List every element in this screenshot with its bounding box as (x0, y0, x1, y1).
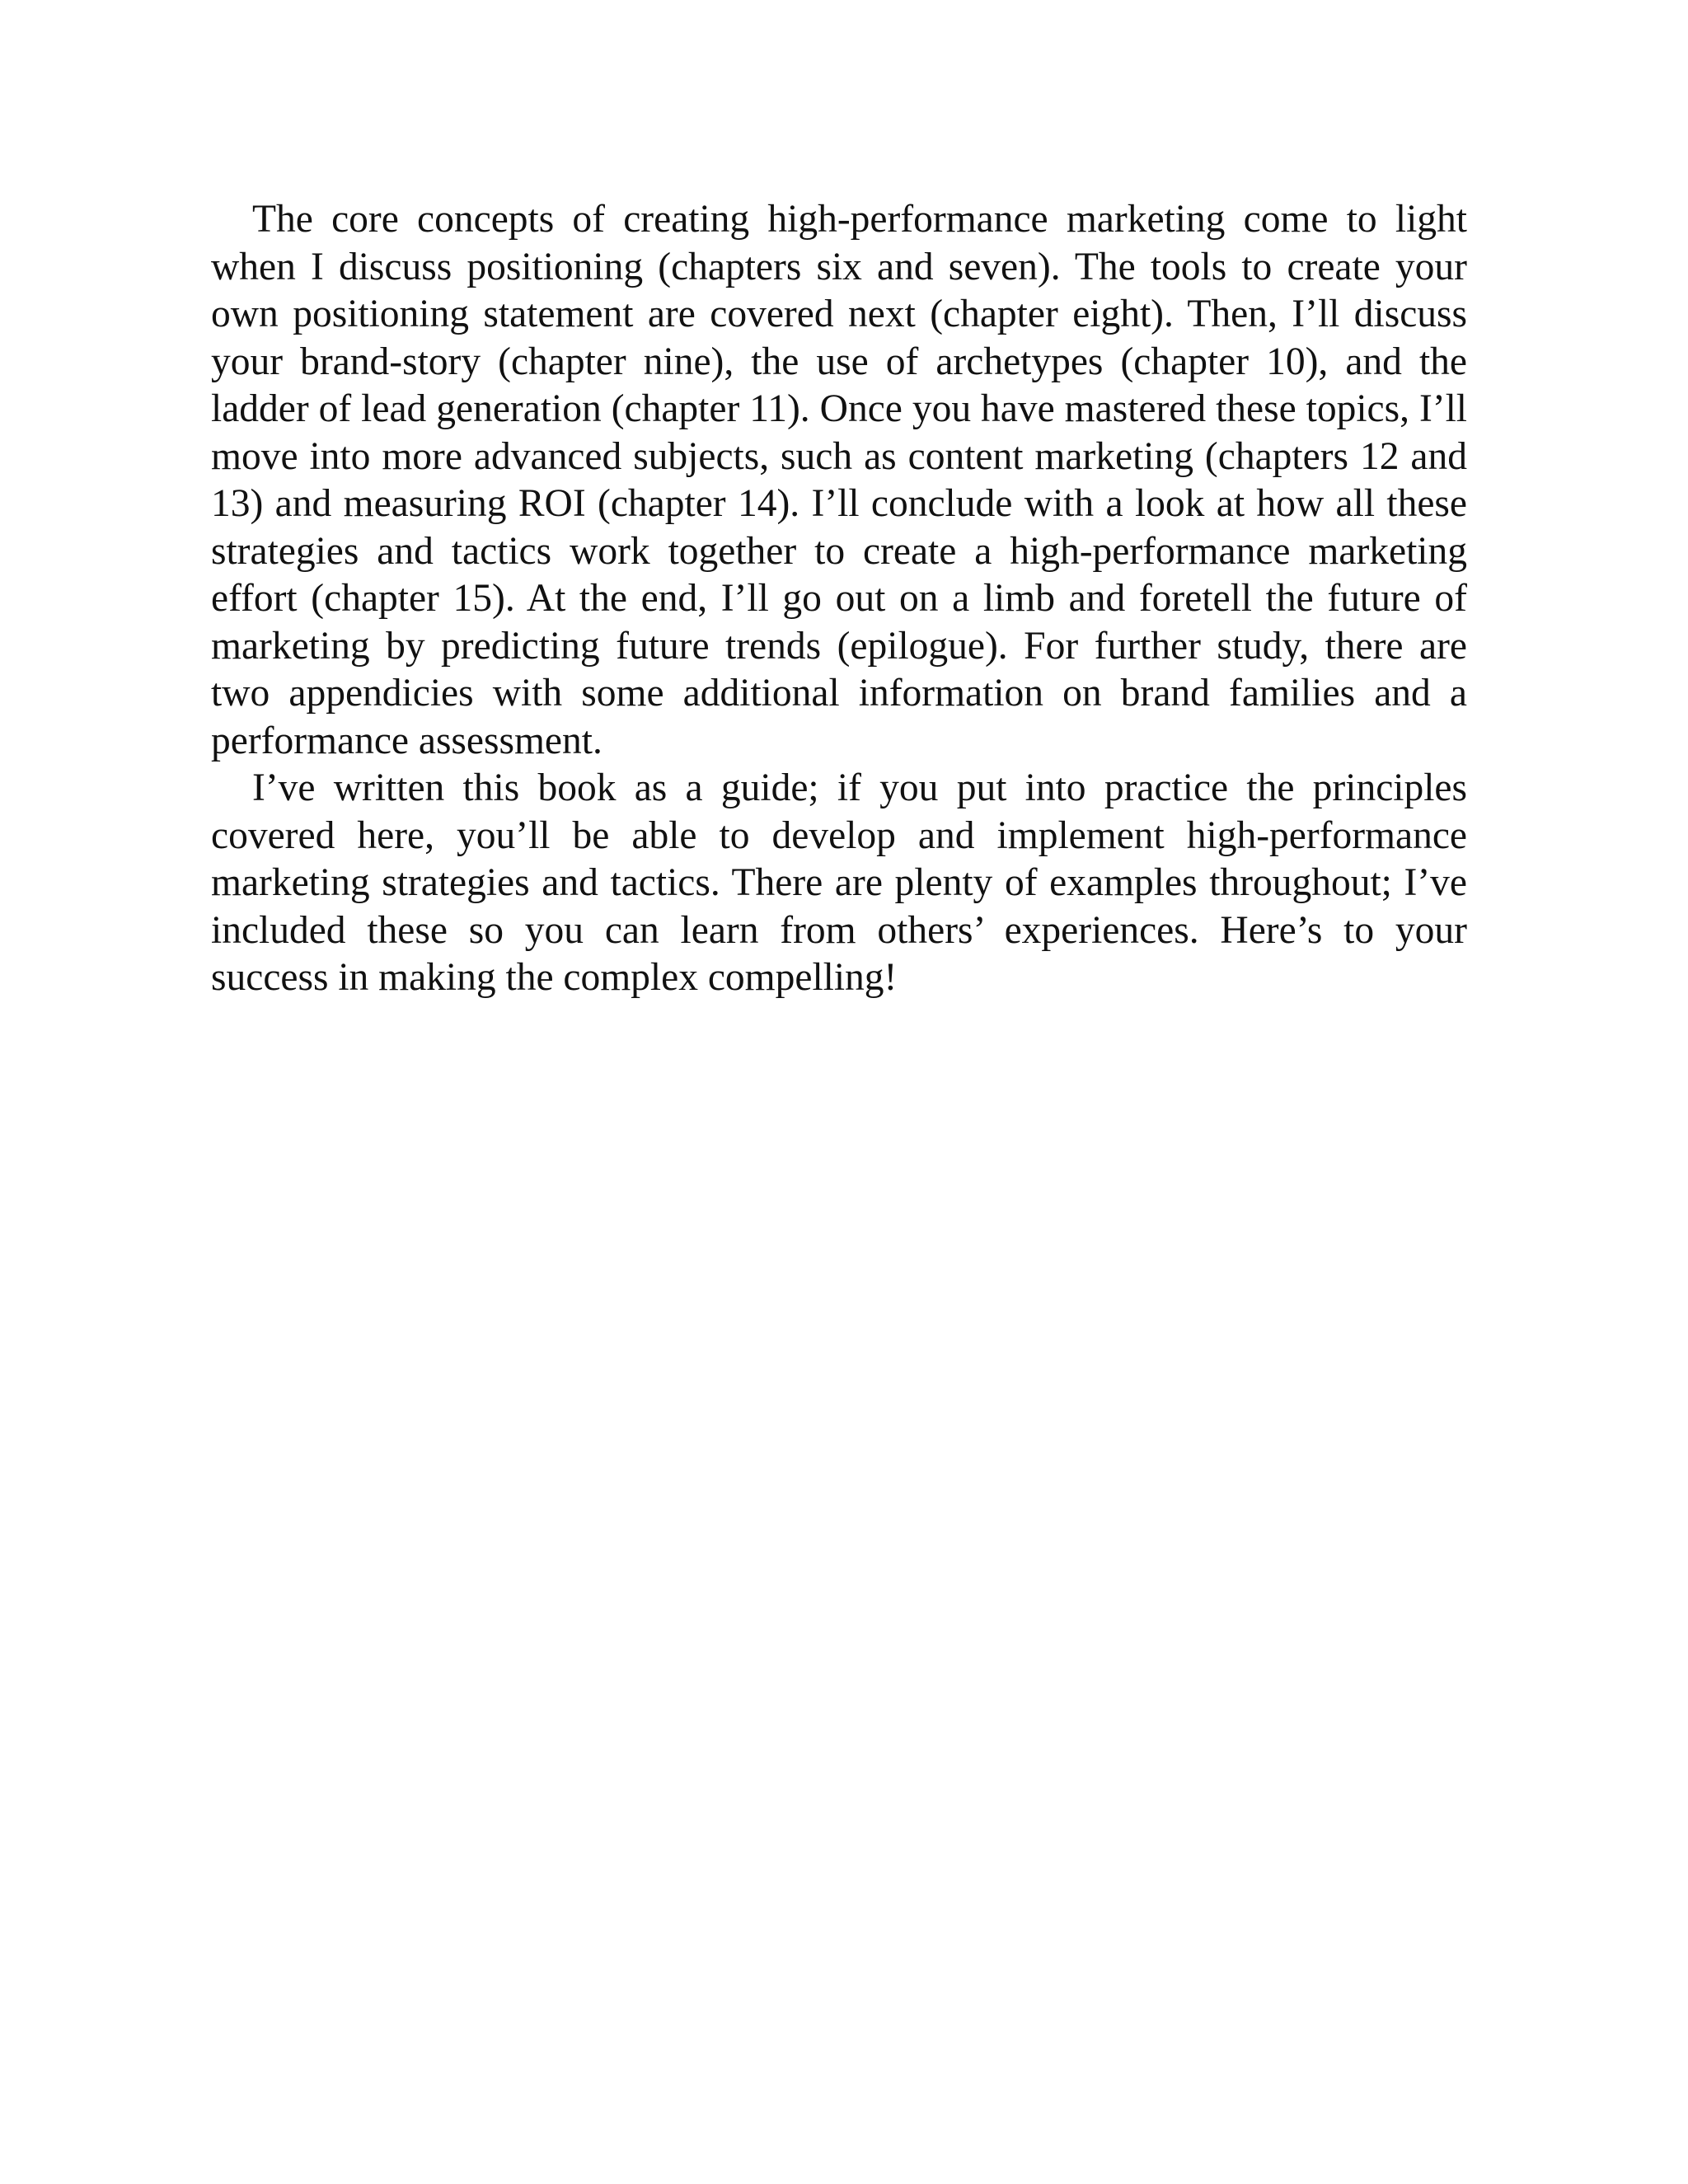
paragraph-1: The core concepts of creating high-performance marketing come to light when I discuss positioning (chapters six and seven). The tools to create your own positioning statement are covered next (chapter eight). Then, I’ll discuss your brand-story (chapter nine), the use of archetypes (chapter 10), and the ladder of lead generation (chapter 11). Once you have mastered these topics, I’ll move into more advanced subjects, such as content marketing (chapters 12 and 13) and measuring ROI (chapter 14). I’ll conclude with a look at how all these strategies and tactics work together to create a high-performance marketing effort (chapter 15). At the end, I’ll go out on a limb and foretell the future of marketing by predicting future trends (epilogue). For further study, there are two appendicies with some additional information on brand families and a performance assessment. (211, 198, 1467, 762)
paragraph-2: I’ve written this book as a guide; if you put into practice the principles covered here, you’ll be able to develop and implement high-performance marketing strategies and tactics. There are plenty of examples throughout; I’ve included these so you can learn from others’ experiences. Here’s to your success in making the complex compelling! (211, 766, 1467, 999)
body-text (211, 196, 1467, 1002)
